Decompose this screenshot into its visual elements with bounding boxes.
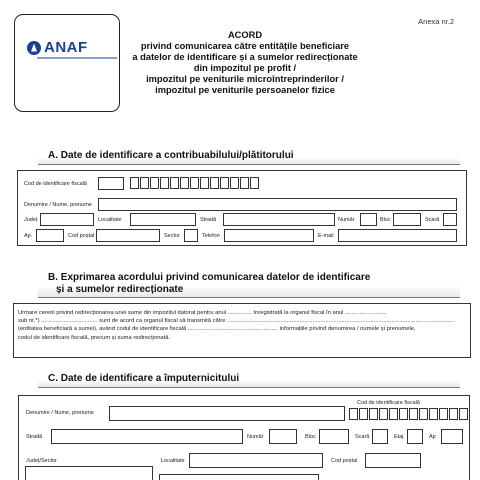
judet-field[interactable]	[40, 213, 94, 226]
section-b-title-line: B. Exprimarea acordului privind comunicarea datelor de identificare	[48, 272, 371, 283]
strada-field[interactable]	[223, 213, 335, 226]
email-field[interactable]	[338, 229, 457, 242]
bloc-label: Bloc	[380, 217, 391, 223]
title-line: ACORD	[227, 30, 263, 40]
title-line: din impozitul pe profit /	[193, 63, 297, 73]
c-cif-digit-cells[interactable]	[349, 408, 469, 420]
c-name-label: Denumire / Nume, prenume	[26, 410, 94, 416]
annex-label: Anexa nr.2	[418, 17, 454, 26]
ap-field[interactable]	[36, 229, 64, 242]
telefon-field[interactable]	[224, 229, 314, 242]
agreement-text	[18, 309, 468, 342]
cod-postal-label: Cod poștal	[68, 233, 95, 239]
c-numar-label: Număr	[247, 434, 264, 440]
c-cod-postal-label: Cod poștal	[331, 458, 358, 464]
section-c-frame	[18, 395, 470, 480]
c-bloc-field[interactable]	[319, 429, 349, 444]
sector-label: Sector	[164, 233, 180, 239]
section-c-title: C. Date de identificare a împuternicitului	[48, 373, 240, 384]
anaf-logo	[27, 39, 88, 56]
c-localitate-label: Localitate	[161, 458, 185, 464]
c-localitate-field[interactable]	[189, 453, 323, 468]
c-scara-label: Scară	[355, 434, 370, 440]
c-etaj-label: Etaj	[394, 434, 404, 440]
c-cif-label: Cod de identificare fiscală	[357, 400, 420, 406]
scara-label: Scară	[425, 217, 440, 223]
c-bloc-label: Bloc	[305, 434, 316, 440]
cif-prefix-field[interactable]	[98, 177, 124, 190]
agreement-line: sub nr.*) ................................... sunt de acord ca organul fiscal să transmită către .............................................................................................................................................	[18, 318, 455, 325]
c-judet-sector-field[interactable]	[25, 466, 153, 480]
c-etaj-field[interactable]	[407, 429, 423, 444]
agreement-line: (entitatea beneficiară a sumei), având codul de identificare fiscală ........................................................ informațiile privind denumirea / numele și prenumele,	[18, 326, 416, 333]
c-numar-field[interactable]	[269, 429, 297, 444]
c-ap-field[interactable]	[441, 429, 463, 444]
c-name-field[interactable]	[109, 406, 345, 421]
section-b-title-line: și a sumelor redirecționate	[56, 284, 184, 295]
title-line: a datelor de identificare și a sumelor redirecționate	[132, 52, 358, 62]
section-a-title: A. Date de identificare a contribuabilului/plătitorului	[48, 150, 294, 161]
scara-field[interactable]	[443, 213, 457, 226]
c-strada-field[interactable]	[51, 429, 243, 444]
c-judet-sector-label: Județ/Sector	[26, 458, 57, 464]
ap-label: Ap.	[24, 233, 33, 239]
section-a-frame	[17, 170, 467, 246]
c-scara-field[interactable]	[372, 429, 388, 444]
c-extra-field[interactable]	[159, 474, 319, 480]
logo-frame	[14, 14, 120, 112]
localitate-label: Localitate	[98, 217, 122, 223]
title-line: impozitul pe veniturile microîntreprinderilor /	[146, 74, 344, 84]
c-cod-postal-field[interactable]	[365, 453, 421, 468]
sector-field[interactable]	[184, 229, 198, 242]
numar-field[interactable]	[360, 213, 377, 226]
email-label: E-mail	[318, 233, 334, 239]
agreement-line: Urmare cererii privind redirecționarea unei sume din impozitul datorat pentru anul ............... înregistrată la organul fiscal în anul ..........................	[18, 310, 387, 316]
logo-tagline-line	[37, 57, 117, 59]
agreement-line: codul de identificare fiscală, precum și suma redirecționată.	[18, 334, 171, 341]
strada-label: Stradă	[200, 217, 217, 223]
localitate-field[interactable]	[130, 213, 196, 226]
logo-text: ANAF	[44, 39, 88, 56]
name-label: Denumire / Nume, prenume	[24, 202, 92, 208]
telefon-label: Telefon	[202, 233, 220, 239]
section-b-title	[48, 272, 370, 296]
cif-digit-cells[interactable]	[130, 177, 260, 189]
bloc-field[interactable]	[393, 213, 421, 226]
name-field[interactable]	[98, 198, 457, 211]
numar-label: Număr	[338, 217, 355, 223]
document-title	[120, 30, 370, 96]
c-ap-label: Ap	[429, 434, 436, 440]
judet-label: Județ	[24, 217, 38, 223]
c-strada-label: Stradă	[26, 434, 43, 440]
cod-postal-field[interactable]	[96, 229, 160, 242]
title-line: impozitul pe veniturile persoanelor fizice	[155, 85, 335, 95]
title-line: privind comunicarea către entitățile beneficiare	[140, 41, 350, 51]
cif-label: Cod de identificare fiscală	[24, 181, 87, 187]
anaf-emblem-icon	[27, 41, 41, 55]
